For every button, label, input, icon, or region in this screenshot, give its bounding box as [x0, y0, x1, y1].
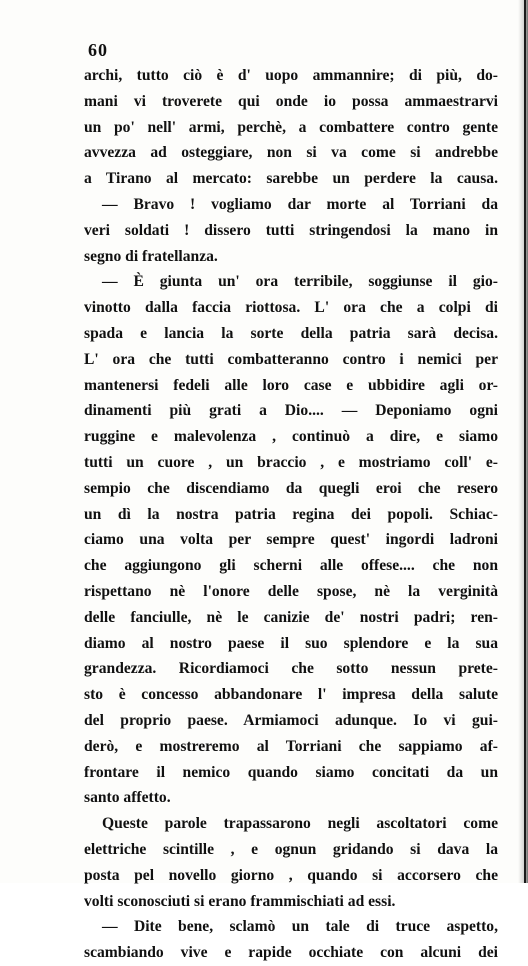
- text-line: derò, e mostreremo al Torriani che sappiamo af-: [84, 737, 498, 755]
- text-line: ruggine e malevolenza , continuò a dire, e siamo: [84, 428, 498, 446]
- text-line: grandezza. Ricordiamoci che sotto nessun prete-: [84, 660, 498, 678]
- page-edge-line: [524, 0, 526, 883]
- text-line: ciamo una volta per sempre quest' ingordi ladroni: [84, 531, 498, 549]
- text-line: sempio che discendiamo da quegli eroi che resero: [84, 479, 498, 497]
- text-line: a Tirano al mercato: sarebbe un perdere la causa.: [84, 170, 498, 188]
- text-line: scambiando vive e rapide occhiate con alcuni dei: [84, 944, 498, 962]
- text-line: un po' nell' armi, perchè, a combattere contro gente: [84, 118, 498, 136]
- text-line: L' ora che tutti combatteranno contro i nemici per: [84, 350, 498, 368]
- text-line: Queste parole trapassarono negli ascoltatori come: [102, 815, 498, 833]
- text-line: santo affetto.: [84, 789, 171, 807]
- text-line: dinamenti più grati a Dio.... — Deponiamo ogni: [84, 402, 498, 420]
- text-line: delle fanciulle, nè le canizie de' nostri padri; ren-: [84, 608, 498, 626]
- text-line: rispettano nè l'onore delle spose, nè la verginità: [84, 582, 498, 600]
- text-line: del proprio paese. Armiamoci adunque. Io vi gui-: [84, 711, 498, 729]
- text-line: diamo al nostro paese il suo splendore e la sua: [84, 634, 498, 652]
- text-line: — Dite bene, sclamò un tale di truce aspetto,: [102, 918, 498, 936]
- text-line: — È giunta un' ora terribile, soggiunse il gio-: [102, 273, 498, 291]
- text-line: frontare il nemico quando siamo concitati da un: [84, 763, 498, 781]
- text-line: che aggiungono gli scherni alle offese.... che non: [84, 557, 498, 575]
- text-line: veri soldati ! dissero tutti stringendosi la mano in: [84, 221, 498, 239]
- text-line: archi, tutto ciò è d' uopo ammannire; di più, do-: [84, 67, 498, 84]
- text-line: volti sconosciuti si erano frammischiati ad essi.: [84, 892, 396, 910]
- text-line: tutti un cuore , un braccio , e mostriamo coll' e-: [84, 453, 498, 471]
- text-line: — Bravo ! vogliamo dar morte al Torriani da: [102, 195, 498, 213]
- page-edge-shadow: [518, 0, 528, 883]
- page-number: 60: [88, 40, 108, 60]
- text-line: segno di fratellanza.: [84, 247, 218, 265]
- body-text: [84, 63, 498, 966]
- text-line: sto è concesso abbandonare l' impresa della salute: [84, 686, 498, 704]
- text-line: mantenersi fedeli alle loro case e ubbidire agli or-: [84, 376, 498, 394]
- text-line: posta pel novello giorno , quando si accorsero che: [84, 866, 498, 884]
- text-line: elettriche scintille , e ognun gridando si dava la: [84, 840, 498, 858]
- text-line: vinotto dalla faccia riottosa. L' ora che a colpi di: [84, 299, 498, 317]
- text-line: mani vi troverete qui onde io possa ammaestrarvi: [84, 92, 498, 110]
- text-line: un dì la nostra patria regina dei popoli. Schiac-: [84, 505, 498, 523]
- text-line: spada e lancia la sorte della patria sarà decisa.: [84, 324, 498, 342]
- text-line: avvezza ad osteggiare, non si va come si andrebbe: [84, 144, 498, 162]
